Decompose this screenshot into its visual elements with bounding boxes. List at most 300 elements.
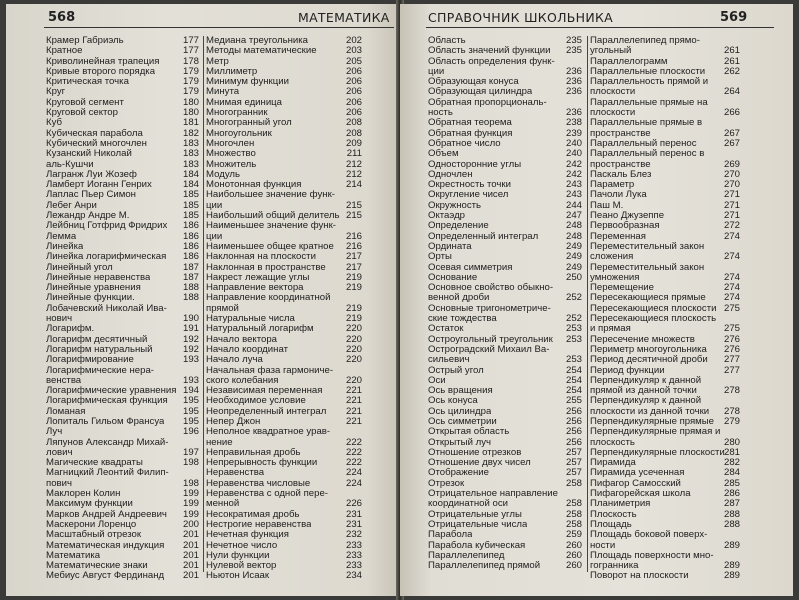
index-entry	[428, 355, 582, 365]
index-term: Медиана треугольника	[206, 36, 308, 46]
index-term: Многогранник	[206, 108, 268, 119]
index-entry	[206, 293, 362, 303]
index-term: Периметр многоугольника	[590, 344, 707, 355]
index-entry	[206, 396, 362, 406]
index-term: Логарифм.	[46, 324, 95, 335]
index-entry	[590, 510, 740, 520]
index-page-number: 275	[723, 302, 740, 314]
index-entry	[590, 438, 740, 448]
index-page-number: 186	[182, 230, 199, 242]
index-term: Пирамида усеченная	[590, 468, 685, 479]
index-entry	[428, 551, 582, 561]
index-term: Многоугольник	[206, 128, 272, 139]
index-entry	[428, 77, 582, 87]
index-page-number: 206	[345, 76, 362, 88]
index-entry	[46, 273, 199, 283]
index-entry	[206, 468, 362, 478]
index-term: Отрезок	[428, 478, 465, 489]
index-page-number: 220	[345, 333, 362, 345]
index-term: плоскость	[590, 437, 635, 448]
index-term: ности	[590, 540, 616, 551]
index-term: умножения	[590, 272, 640, 283]
index-page-number: 202	[345, 35, 362, 46]
index-term: Круговой сегмент	[46, 97, 124, 108]
index-term: Период десятичной дроби	[590, 355, 708, 366]
index-term: Минута	[206, 87, 240, 98]
index-page-number: 258	[565, 508, 582, 520]
index-term: Несократимая дробь	[206, 509, 300, 520]
header-rule-left	[44, 27, 394, 28]
index-term: Область	[428, 36, 466, 46]
index-term: Параллелепипед прямо-	[590, 36, 700, 46]
index-entry	[206, 366, 362, 376]
index-entry	[428, 530, 582, 540]
index-term: Кубический многочлен	[46, 138, 147, 149]
index-entry	[428, 458, 582, 468]
index-page-number: 201	[182, 529, 199, 541]
index-term: Остроугольный треугольник	[428, 334, 553, 345]
index-entry	[590, 283, 740, 293]
index-entry	[206, 57, 362, 67]
index-entry	[46, 438, 199, 448]
index-entry	[428, 46, 582, 56]
index-term: Остаток	[428, 324, 464, 335]
index-term: Магницкий Леонтий Филип-	[46, 468, 169, 479]
index-term: Логарифм натуральный	[46, 344, 153, 355]
index-entry	[206, 252, 362, 262]
index-term: Круг	[46, 87, 66, 98]
index-entry	[590, 458, 740, 468]
index-page-number: 271	[723, 210, 740, 222]
index-entry	[46, 335, 199, 345]
index-entry	[206, 427, 362, 437]
index-page-number: 193	[182, 374, 199, 386]
index-term: Независимая переменная	[206, 386, 323, 397]
index-page-number: 256	[565, 405, 582, 417]
index-term: Направление координатной	[206, 293, 331, 304]
index-page-number: 257	[565, 446, 582, 458]
index-page-number: 206	[345, 107, 362, 119]
index-entry	[590, 417, 740, 427]
index-entry	[590, 366, 740, 376]
index-term: Обратное число	[428, 138, 501, 149]
index-term: Основные тригонометриче-	[428, 303, 551, 314]
index-term: Параметр	[590, 180, 635, 191]
index-term: Направление вектора	[206, 283, 304, 294]
index-entry	[46, 489, 199, 499]
index-entry	[206, 345, 362, 355]
index-page-number: 180	[182, 107, 199, 119]
index-term: Пифагор Самосский	[590, 478, 681, 489]
index-term: Мебиус Август Фердинанд	[46, 571, 165, 582]
index-entry	[590, 252, 740, 262]
index-page-number: 240	[565, 137, 582, 149]
index-term: Криволинейная трапеция	[46, 56, 160, 67]
index-page-number: 186	[182, 220, 199, 232]
page-header-right: СПРАВОЧНИК ШКОЛЬНИКА	[428, 10, 614, 25]
index-page-number: 187	[182, 261, 199, 273]
index-entry	[428, 314, 582, 324]
index-term: Начало луча	[206, 355, 263, 366]
index-term: пространстве	[590, 159, 651, 170]
index-term: Нечетное число	[206, 540, 278, 551]
index-term: Острый угол	[428, 365, 484, 376]
index-page-number: 253	[565, 333, 582, 345]
index-page-number: 212	[345, 158, 362, 170]
page-number-right: 569	[720, 10, 748, 25]
index-entry	[46, 118, 199, 128]
index-page-number: 257	[565, 467, 582, 479]
index-page-number: 249	[565, 240, 582, 252]
index-page-number: 260	[565, 539, 582, 551]
index-entry	[590, 170, 740, 180]
index-term: Множество	[206, 149, 256, 160]
index-entry	[590, 232, 740, 242]
index-term: Перпендикуляр к данной	[590, 375, 702, 386]
index-page-number: 179	[182, 86, 199, 98]
index-page-number: 240	[565, 148, 582, 160]
index-term: Пеано Джузеппе	[590, 211, 665, 222]
index-page-number: 195	[182, 395, 199, 407]
index-term: Открытая область	[428, 427, 510, 438]
index-term: Параллелепипед	[428, 550, 505, 561]
index-page-number: 252	[565, 292, 582, 304]
index-page-number: 221	[345, 385, 362, 397]
index-term: Лобачевский Николай Ива-	[46, 303, 167, 314]
index-entry	[46, 386, 199, 396]
index-term: Магические квадраты	[46, 458, 143, 469]
index-entry	[46, 263, 199, 273]
index-term: Множитель	[206, 159, 257, 170]
index-page-number: 206	[345, 65, 362, 77]
index-term: Планиметрия	[590, 499, 651, 510]
index-term: Неравенства	[206, 468, 265, 479]
index-term: Объем	[428, 149, 459, 160]
index-entry	[206, 304, 362, 314]
index-entry	[46, 345, 199, 355]
index-term: Параллельный перенос в	[590, 149, 705, 160]
index-term: Необходимое условие	[206, 396, 306, 407]
index-term: Логарифмическая функция	[46, 396, 168, 407]
index-term: Крамер Габриэль	[46, 36, 124, 46]
index-page-number: 272	[723, 220, 740, 232]
index-entry	[428, 468, 582, 478]
index-entry	[428, 139, 582, 149]
index-entry	[590, 201, 740, 211]
index-entry	[46, 396, 199, 406]
index-page-number: 206	[345, 86, 362, 98]
index-entry	[206, 541, 362, 551]
index-term: пространстве	[590, 128, 651, 139]
index-page-number: 201	[182, 570, 199, 582]
index-entry	[46, 160, 199, 170]
index-page-number: 259	[565, 529, 582, 541]
index-page-number: 262	[723, 65, 740, 77]
index-term: Лаплас Пьер Симон	[46, 190, 136, 201]
index-entry	[590, 468, 740, 478]
index-entry	[206, 355, 362, 365]
index-entry	[428, 170, 582, 180]
index-term: Образующая цилиндра	[428, 87, 533, 98]
index-term: венной дроби	[428, 293, 490, 304]
index-page-number: 215	[345, 210, 362, 222]
index-column	[206, 36, 362, 582]
index-page-number: 249	[565, 261, 582, 273]
index-page-number: 217	[345, 261, 362, 273]
index-entry	[46, 324, 199, 334]
column-divider	[203, 36, 204, 572]
index-page-number: 186	[182, 251, 199, 263]
index-page-number: 195	[182, 415, 199, 427]
index-term: пович	[46, 478, 72, 489]
index-term: Парабола кубическая	[428, 540, 526, 551]
index-entry	[428, 561, 582, 571]
index-entry	[428, 129, 582, 139]
index-term: Перпендикулярные плоскости	[590, 447, 725, 458]
index-entry	[206, 324, 362, 334]
index-term: Неравенства числовые	[206, 478, 311, 489]
index-page-number: 232	[345, 529, 362, 541]
index-entry	[206, 551, 362, 561]
index-term: Паскаль Блез	[590, 169, 652, 180]
index-term: Маклорен Колин	[46, 489, 121, 500]
index-term: Переменная	[590, 231, 646, 242]
index-entry	[590, 160, 740, 170]
index-entry	[590, 324, 740, 334]
index-entry	[206, 314, 362, 324]
index-page-number: 184	[182, 179, 199, 191]
index-page-number: 191	[182, 323, 199, 335]
index-entry	[46, 541, 199, 551]
index-entry	[590, 479, 740, 489]
index-entry	[590, 427, 740, 437]
index-entry	[428, 232, 582, 242]
index-page-number: 287	[723, 498, 740, 510]
index-entry	[46, 458, 199, 468]
index-page-number: 208	[345, 127, 362, 139]
index-term: Масштабный отрезок	[46, 530, 142, 541]
index-entry	[206, 118, 362, 128]
index-entry	[428, 366, 582, 376]
index-page-number: 280	[723, 436, 740, 448]
index-page-number: 288	[723, 518, 740, 530]
index-entry	[206, 149, 362, 159]
index-page-number: 288	[723, 508, 740, 520]
index-page-number: 212	[345, 168, 362, 180]
index-page-number: 216	[345, 230, 362, 242]
index-term: Параллелограмм	[590, 56, 668, 67]
index-term: Определенный интеграл	[428, 231, 539, 242]
index-entry	[46, 108, 199, 118]
index-page-number: 177	[182, 35, 199, 46]
index-entry	[46, 304, 199, 314]
index-term: ские тождества	[428, 314, 497, 325]
index-page-number: 243	[565, 179, 582, 191]
index-term: Односторонние углы	[428, 159, 522, 170]
index-entry	[206, 201, 362, 211]
index-term: Наибольшее значение функ-	[206, 190, 335, 201]
index-term: Перпендикулярные прямые	[590, 416, 715, 427]
index-page-number: 289	[723, 560, 740, 572]
index-entry	[206, 170, 362, 180]
index-term: Наименьшее значение функ-	[206, 221, 336, 232]
index-entry	[590, 499, 740, 509]
index-page-number: 199	[182, 488, 199, 500]
index-term: венства	[46, 375, 82, 386]
index-page-number: 274	[723, 292, 740, 304]
index-page-number: 224	[345, 477, 362, 489]
index-term: Логарифмические нера-	[46, 365, 154, 376]
index-term: Параллельность прямой и	[590, 77, 709, 88]
index-term: Пересекающиеся плоскости	[590, 303, 717, 314]
index-entry	[428, 324, 582, 334]
index-entry	[206, 108, 362, 118]
index-entry	[428, 98, 582, 108]
index-page-number: 254	[565, 364, 582, 376]
index-entry	[428, 489, 582, 499]
index-column	[428, 36, 582, 571]
index-page-number: 276	[723, 343, 740, 355]
index-page-number: 222	[345, 436, 362, 448]
index-entry	[428, 448, 582, 458]
index-entry	[590, 263, 740, 273]
index-term: Мнимая единица	[206, 97, 283, 108]
index-entry	[46, 180, 199, 190]
index-page-number: 247	[565, 210, 582, 222]
index-page-number: 222	[345, 446, 362, 458]
left-page	[6, 4, 398, 596]
index-entry	[590, 407, 740, 417]
index-term: плоскости	[590, 87, 636, 98]
index-page-number: 222	[345, 457, 362, 469]
index-page-number: 233	[345, 560, 362, 572]
index-term: прямой	[206, 303, 239, 314]
index-term: Неполное квадратное урав-	[206, 427, 331, 438]
index-entry	[428, 541, 582, 551]
index-entry	[46, 87, 199, 97]
index-page-number: 285	[723, 477, 740, 489]
index-page-number: 257	[565, 457, 582, 469]
index-entry	[46, 468, 199, 478]
index-entry	[46, 201, 199, 211]
index-entry	[428, 427, 582, 437]
index-term: Окружность	[428, 200, 482, 211]
index-entry	[206, 376, 362, 386]
column-divider	[587, 36, 588, 572]
index-page-number: 201	[182, 560, 199, 572]
index-term: Обратная пропорциональ-	[428, 97, 547, 108]
index-entry	[590, 335, 740, 345]
index-page-number: 258	[565, 518, 582, 530]
index-term: Логарифмирование	[46, 355, 134, 366]
index-entry	[428, 108, 582, 118]
index-term: нение	[206, 437, 233, 448]
index-page-number: 256	[565, 426, 582, 438]
index-page-number: 236	[565, 107, 582, 119]
index-entry	[206, 283, 362, 293]
index-page-number: 215	[345, 199, 362, 211]
index-entry	[46, 510, 199, 520]
index-term: Отображение	[428, 468, 489, 479]
index-page-number: 258	[565, 498, 582, 510]
index-entry	[206, 407, 362, 417]
index-term: Лейбниц Готфрид Фридрих	[46, 221, 168, 232]
index-entry	[46, 139, 199, 149]
index-term: Пересечение множеств	[590, 334, 695, 345]
index-page-number: 278	[723, 385, 740, 397]
index-entry	[428, 273, 582, 283]
index-term: прямой из данной точки	[590, 386, 697, 397]
index-page-number: 197	[182, 446, 199, 458]
index-entry	[206, 448, 362, 458]
index-term: Округление чисел	[428, 190, 509, 201]
index-term: Марков Андрей Андреевич	[46, 509, 167, 520]
index-entry	[590, 36, 740, 46]
index-entry	[206, 520, 362, 530]
index-page-number: 224	[345, 467, 362, 479]
index-entry	[590, 211, 740, 221]
index-term: Определение	[428, 221, 489, 232]
index-page-number: 267	[723, 137, 740, 149]
index-page-number: 183	[182, 158, 199, 170]
index-entry	[46, 170, 199, 180]
index-entry	[590, 46, 740, 56]
index-entry	[206, 438, 362, 448]
index-page-number: 205	[345, 55, 362, 67]
index-entry	[428, 160, 582, 170]
index-page-number: 192	[182, 333, 199, 345]
index-term: Парабола	[428, 530, 473, 541]
index-entry	[590, 571, 740, 581]
index-term: менной	[206, 499, 240, 510]
index-page-number: 242	[565, 158, 582, 170]
index-term: Наименьшее общее кратное	[206, 241, 334, 252]
index-page-number: 234	[345, 570, 362, 582]
index-entry	[206, 335, 362, 345]
index-page-number: 206	[345, 96, 362, 108]
index-entry	[428, 396, 582, 406]
index-page-number: 252	[565, 313, 582, 325]
index-page-number: 261	[723, 45, 740, 57]
index-entry	[206, 180, 362, 190]
index-term: Кузанский Николай	[46, 149, 132, 160]
index-page-number: 185	[182, 199, 199, 211]
index-entry	[590, 67, 740, 77]
index-entry	[46, 283, 199, 293]
index-entry	[46, 551, 199, 561]
index-page-number: 271	[723, 189, 740, 201]
index-entry	[46, 520, 199, 530]
index-term: Нечетная функция	[206, 530, 289, 541]
index-term: Лебег Анри	[46, 200, 97, 211]
index-page-number: 239	[565, 127, 582, 139]
index-entry	[46, 252, 199, 262]
index-term: Параллельные плоскости	[590, 66, 706, 77]
index-column	[46, 36, 199, 582]
index-page-number: 236	[565, 76, 582, 88]
index-term: Площадь	[590, 519, 632, 530]
index-entry	[206, 417, 362, 427]
index-term: Отрицательное направление	[428, 489, 559, 500]
index-page-number: 180	[182, 96, 199, 108]
index-entry	[428, 190, 582, 200]
index-page-number: 254	[565, 374, 582, 386]
index-entry	[206, 561, 362, 571]
index-term: Лопиталь Гильом Франсуа	[46, 416, 165, 427]
index-page-number: 279	[723, 415, 740, 427]
index-term: Натуральные числа	[206, 314, 295, 325]
index-page-number: 209	[345, 137, 362, 149]
